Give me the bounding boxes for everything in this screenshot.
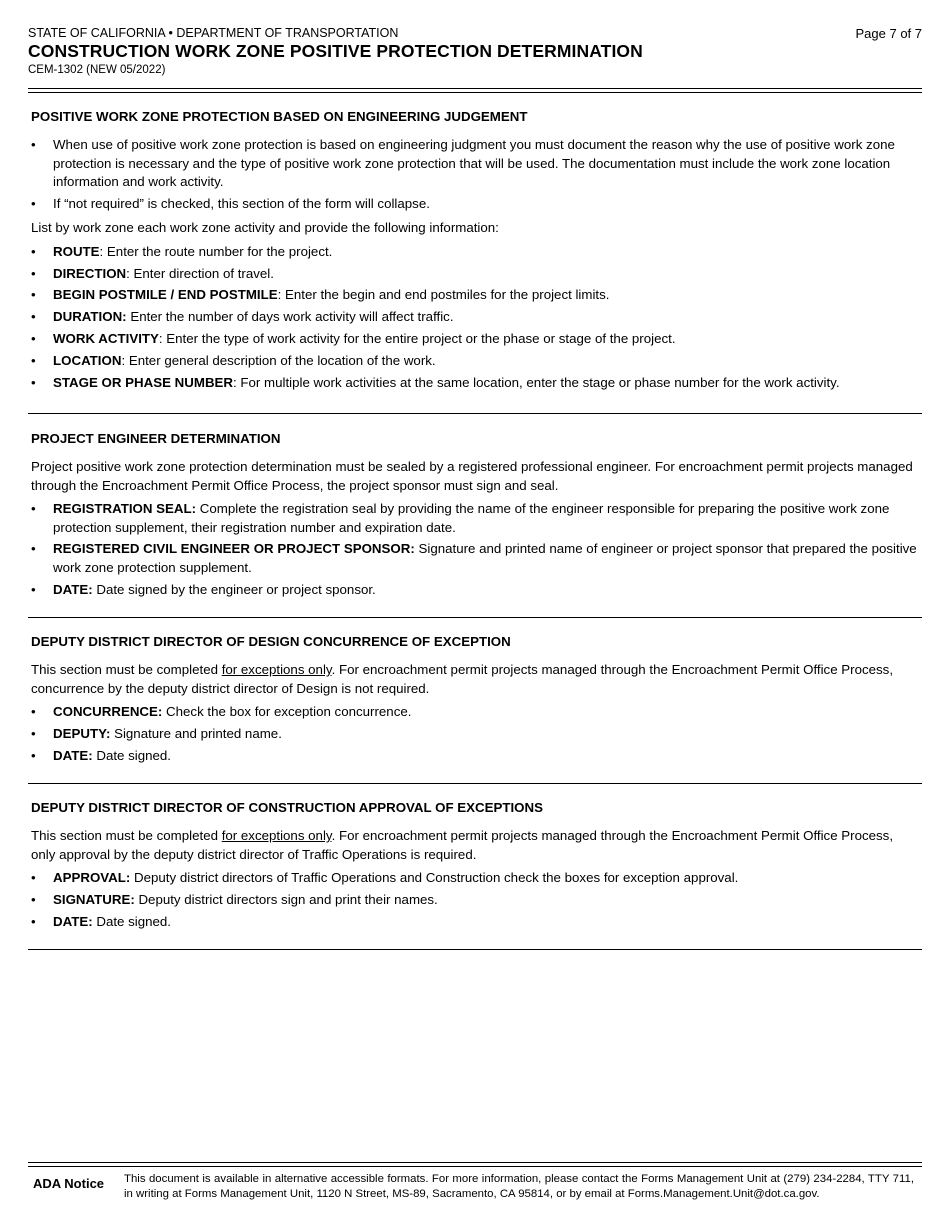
bullet-icon: •: [31, 374, 36, 390]
list-item: • DATE: Date signed.: [31, 747, 919, 766]
list-item: • When use of positive work zone protection is based on engineering judgment you must document the reason why the use of positive work zone protection is necessary and the type of positive work zone protection that will be used. The documentation must include the work zone location information and work activity.: [31, 137, 895, 189]
list-item: • SIGNATURE: Deputy district directors sign and print their names.: [31, 891, 919, 910]
ada-notice-text: This document is available in alternative accessible formats. For more information, please contact the Forms Management Unit at (279) 234-2284, TTY 711, in writing at Forms Management Unit, 1120 N Street, MS-89, Sacramento, CA 95814, or by email at Forms.Management.Unit@dot.ca.gov.: [124, 1173, 914, 1200]
list-item: • ROUTE: Enter the route number for the project.: [31, 243, 919, 262]
emphasis-text: for exceptions only: [221, 662, 332, 677]
list-item: • REGISTRATION SEAL: Complete the registration seal by providing the name of the engineer responsible for preparing the positive work zone protection supplement, their registration number and expiration date.: [31, 501, 890, 535]
section-construction-approval: [31, 799, 919, 934]
list-item: • APPROVAL: Deputy district directors of Traffic Operations and Construction check the boxes for exception approval.: [31, 869, 919, 888]
list-item: • If “not required” is checked, this section of the form will collapse.: [31, 195, 919, 214]
list-item: • REGISTERED CIVIL ENGINEER OR PROJECT SPONSOR: Signature and printed name of engineer or project sponsor that prepared the positive work zone protection supplement.: [31, 541, 917, 575]
list-item: • BEGIN POSTMILE / END POSTMILE: Enter the begin and end postmiles for the project limits.: [31, 286, 919, 305]
field-list: [31, 703, 919, 765]
field-list: [31, 869, 919, 931]
bullet-icon: •: [31, 891, 36, 907]
bullet-icon: •: [31, 137, 36, 152]
section-divider: [28, 617, 922, 618]
bullet-icon: •: [31, 352, 36, 368]
section-project-engineer: [31, 430, 919, 602]
bullet-list: [31, 136, 919, 213]
header-divider: [28, 88, 922, 93]
section-design-concurrence: [31, 633, 919, 768]
section-engineering-judgement: [31, 108, 919, 395]
emphasis-text: for exceptions only: [221, 828, 332, 843]
section-divider: [28, 949, 922, 950]
field-list: [31, 243, 919, 392]
section-divider: [28, 413, 922, 414]
list-item: • DIRECTION: Enter direction of travel.: [31, 265, 919, 284]
section-intro: List by work zone each work zone activity and provide the following information:: [31, 220, 499, 236]
list-item: • LOCATION: Enter general description of the location of the work.: [31, 352, 919, 371]
section-heading: DEPUTY DISTRICT DIRECTOR OF DESIGN CONCURRENCE OF EXCEPTION: [31, 634, 511, 649]
bullet-icon: •: [31, 265, 36, 281]
list-item: • CONCURRENCE: Check the box for exception concurrence.: [31, 703, 919, 722]
list-item: • STAGE OR PHASE NUMBER: For multiple work activities at the same location, enter the stage or phase number for the work activity.: [31, 374, 919, 393]
section-intro: This section must be completed for exceptions only. For encroachment permit projects managed through the Encroachment Permit Office Process, only approval by the deputy district director of Traffic Operations is required.: [31, 828, 894, 862]
list-item: • DEPUTY: Signature and printed name.: [31, 725, 919, 744]
bullet-icon: •: [31, 309, 36, 325]
bullet-icon: •: [31, 870, 36, 885]
section-heading: DEPUTY DISTRICT DIRECTOR OF CONSTRUCTION APPROVAL OF EXCEPTIONS: [31, 800, 543, 815]
ada-footer: [28, 1162, 922, 1200]
bullet-icon: •: [31, 747, 36, 763]
bullet-icon: •: [31, 195, 36, 211]
list-item: • DATE: Date signed.: [31, 913, 919, 932]
page-number: Page 7 of 7: [855, 26, 922, 41]
section-divider: [28, 783, 922, 784]
bullet-icon: •: [31, 704, 36, 719]
bullet-icon: •: [31, 501, 36, 516]
ada-notice-label: ADA Notice: [33, 1176, 105, 1191]
form-title: CONSTRUCTION WORK ZONE POSITIVE PROTECTION DETERMINATION: [28, 41, 643, 61]
list-item: • WORK ACTIVITY: Enter the type of work activity for the entire project or the phase or stage of the project.: [31, 330, 919, 349]
bullet-icon: •: [31, 243, 36, 259]
bullet-icon: •: [31, 725, 36, 741]
section-intro: This section must be completed for exceptions only. For encroachment permit projects managed through the Encroachment Permit Office Process, concurrence by the deputy district director of Design is not required.: [31, 662, 894, 696]
field-list: [31, 500, 919, 599]
agency-name: STATE OF CALIFORNIA • DEPARTMENT OF TRANSPORTATION: [28, 26, 399, 40]
section-heading: POSITIVE WORK ZONE PROTECTION BASED ON ENGINEERING JUDGEMENT: [31, 109, 528, 124]
bullet-icon: •: [31, 913, 36, 929]
footer-divider: [28, 1162, 922, 1167]
bullet-icon: •: [31, 287, 36, 303]
form-header: [28, 26, 922, 77]
bullet-icon: •: [31, 541, 36, 557]
form-number: CEM-1302 (NEW 05/2022): [28, 64, 166, 76]
bullet-icon: •: [31, 581, 36, 597]
section-intro: Project positive work zone protection determination must be sealed by a registered professional engineer. For encroachment permit projects managed through the Encroachment Permit Office Process, the project sponsor must sign and seal.: [31, 459, 913, 493]
list-item: • DATE: Date signed by the engineer or project sponsor.: [31, 581, 919, 600]
bullet-icon: •: [31, 330, 36, 346]
section-heading: PROJECT ENGINEER DETERMINATION: [31, 431, 281, 446]
list-item: • DURATION: Enter the number of days work activity will affect traffic.: [31, 308, 919, 327]
